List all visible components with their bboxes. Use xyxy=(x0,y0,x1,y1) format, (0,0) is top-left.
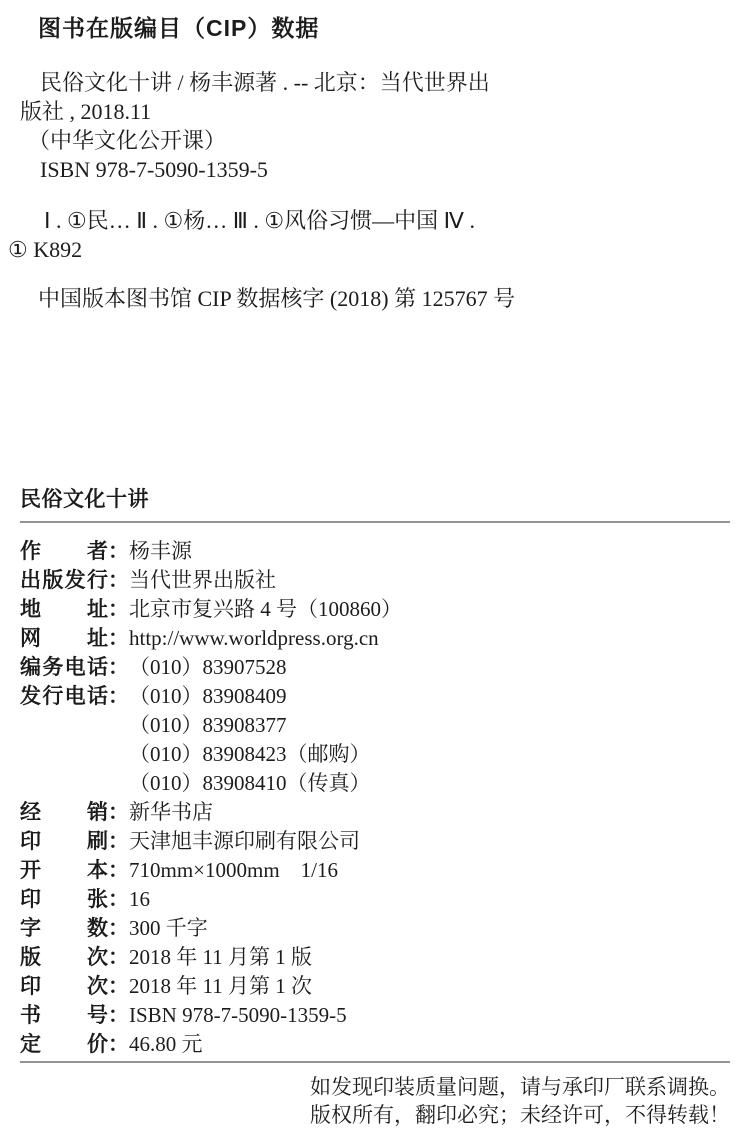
field-label: 书号 xyxy=(20,1004,108,1027)
field-colon: ： xyxy=(108,656,129,679)
field-colon: ： xyxy=(108,917,129,940)
book-title: 民俗文化十讲 xyxy=(20,488,149,511)
field-value: （010）83908409 xyxy=(129,684,287,708)
field-value: 46.80 元 xyxy=(129,1032,203,1056)
field-value: 710mm×1000mm 1/16 xyxy=(129,858,339,882)
field-label: 印次 xyxy=(20,975,108,998)
field-value: 16 xyxy=(129,887,150,911)
notice-line-quality: 如发现印装质量问题，请与承印厂联系调换。 xyxy=(310,1075,730,1099)
colophon-row xyxy=(20,682,730,711)
colophon-row xyxy=(20,653,730,682)
cip-classification xyxy=(8,206,730,264)
field-label: 经销 xyxy=(20,801,108,824)
field-label: 地址 xyxy=(20,598,108,621)
cip-entry xyxy=(20,68,730,184)
field-label: 版次 xyxy=(20,946,108,969)
field-label: 印刷 xyxy=(20,830,108,853)
field-colon: ： xyxy=(108,888,129,911)
field-value: 新华书店 xyxy=(129,800,213,824)
field-label: 定价 xyxy=(20,1033,108,1056)
field-colon: ： xyxy=(108,1033,129,1056)
field-value: 天津旭丰源印刷有限公司 xyxy=(129,829,360,853)
field-colon: ： xyxy=(108,859,129,882)
colophon-row xyxy=(20,566,730,595)
cip-heading: 图书在版编目（CIP）数据 xyxy=(38,15,320,41)
field-colon: ： xyxy=(108,801,129,824)
cip-entry-line-2: 版社 , 2018.11 xyxy=(20,99,152,124)
field-value: 2018 年 11 月第 1 次 xyxy=(129,974,312,998)
field-colon: ： xyxy=(108,540,129,563)
field-value: ISBN 978-7-5090-1359-5 xyxy=(129,1003,347,1027)
field-colon: ： xyxy=(108,569,129,592)
colophon-row xyxy=(20,856,730,885)
field-value: 杨丰源 xyxy=(129,539,192,563)
field-label: 出版发行 xyxy=(20,569,108,592)
field-value: （010）83907528 xyxy=(129,655,287,679)
field-value: （010）83908410（传真） xyxy=(129,771,371,795)
colophon-row xyxy=(20,595,730,624)
field-value: （010）83908377 xyxy=(129,713,287,737)
field-label: 编务电话 xyxy=(20,656,108,679)
field-value: 300 千字 xyxy=(129,916,208,940)
cip-record-number: 中国版本图书馆 CIP 数据核字 (2018) 第 125767 号 xyxy=(38,286,516,311)
divider-top xyxy=(20,521,730,523)
field-value: 2018 年 11 月第 1 版 xyxy=(129,945,312,969)
cip-class-line-2: ① K892 xyxy=(8,237,83,262)
cip-entry-line-1: 民俗文化十讲 / 杨丰源著 . -- 北京：当代世界出 xyxy=(40,70,490,95)
field-label: 作者 xyxy=(20,540,108,563)
colophon-row xyxy=(20,1030,730,1059)
cip-section xyxy=(0,0,750,313)
field-colon: ： xyxy=(108,598,129,621)
colophon-row xyxy=(20,972,730,1001)
colophon-rows xyxy=(20,537,730,1059)
colophon-section xyxy=(0,487,750,1063)
colophon-row xyxy=(20,885,730,914)
colophon-row xyxy=(20,943,730,972)
colophon-row xyxy=(20,769,730,798)
field-value: http://www.worldpress.org.cn xyxy=(129,626,379,650)
field-label: 发行电话 xyxy=(20,685,108,708)
field-label: 印张 xyxy=(20,888,108,911)
field-colon: ： xyxy=(108,975,129,998)
field-value: （010）83908423（邮购） xyxy=(129,742,371,766)
field-colon: ： xyxy=(108,946,129,969)
field-value: 北京市复兴路 4 号（100860） xyxy=(129,597,402,621)
colophon-row xyxy=(20,827,730,856)
colophon-row xyxy=(20,1001,730,1030)
notice-line-copyright: 版权所有，翻印必究；未经许可，不得转载！ xyxy=(310,1103,730,1127)
colophon-row xyxy=(20,711,730,740)
cip-series-line: （中华文化公开课） xyxy=(28,128,227,153)
field-label: 网址 xyxy=(20,627,108,650)
field-colon: ： xyxy=(108,627,129,650)
cip-isbn-line: ISBN 978-7-5090-1359-5 xyxy=(40,157,268,182)
field-label: 开本 xyxy=(20,859,108,882)
field-label: 字数 xyxy=(20,917,108,940)
field-colon: ： xyxy=(108,830,129,853)
colophon-row xyxy=(20,740,730,769)
printing-notice xyxy=(0,1073,750,1129)
colophon-row xyxy=(20,537,730,566)
colophon-row xyxy=(20,914,730,943)
colophon-row xyxy=(20,624,730,653)
colophon-row xyxy=(20,798,730,827)
divider-bottom xyxy=(20,1061,730,1063)
cip-class-line-1: Ⅰ . ①民… Ⅱ . ①杨… Ⅲ . ①风俗习惯—中国 Ⅳ . xyxy=(44,208,475,233)
field-colon: ： xyxy=(108,1004,129,1027)
field-value: 当代世界出版社 xyxy=(129,568,276,592)
field-colon: ： xyxy=(108,685,129,708)
